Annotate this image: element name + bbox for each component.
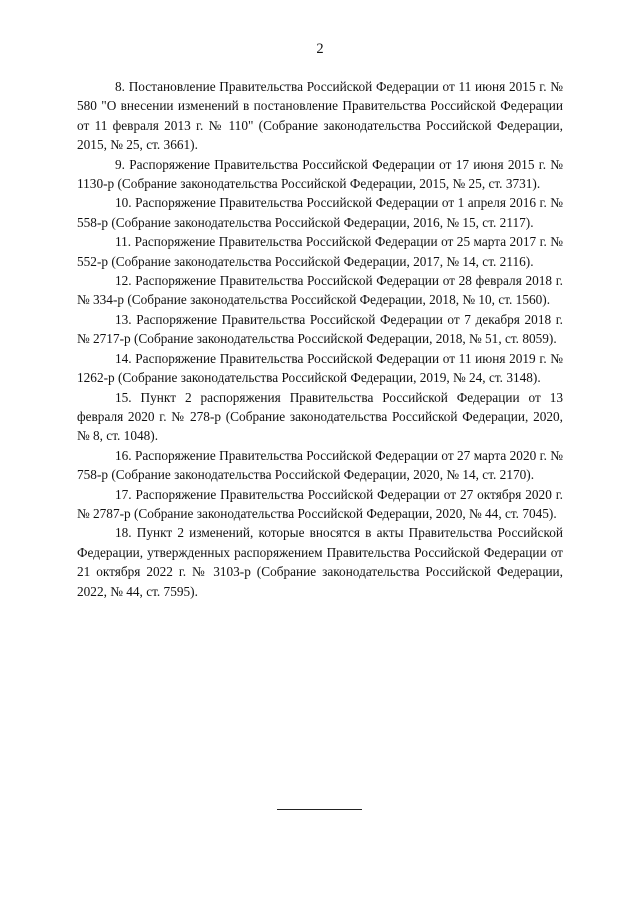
- document-body: [77, 77, 563, 601]
- page-number: 2: [316, 41, 324, 57]
- list-item: 13. Распоряжение Правительства Российской Федерации от 7 декабря 2018 г. № 2717-р (Собрание законодательства Российской Федерации, 2018, № 51, ст. 8059).: [77, 311, 563, 347]
- list-item: 16. Распоряжение Правительства Российской Федерации от 27 марта 2020 г. № 758-р (Собрание законодательства Российской Федерации, 2020, № 14, ст. 2170).: [77, 447, 563, 483]
- end-divider: [277, 809, 362, 810]
- list-item: 12. Распоряжение Правительства Российской Федерации от 28 февраля 2018 г. № 334-р (Собрание законодательства Российской Федерации, 2018, № 10, ст. 1560).: [77, 273, 563, 308]
- list-item: 17. Распоряжение Правительства Российской Федерации от 27 октября 2020 г. № 2787-р (Собрание законодательства Российской Федерации, 2020, № 44, ст. 7045).: [77, 486, 563, 521]
- list-item: 10. Распоряжение Правительства Российской Федерации от 1 апреля 2016 г. № 558-р (Собрание законодательства Российской Федерации, 2016, № 15, ст. 2117).: [77, 195, 563, 230]
- list-item: 18. Пункт 2 изменений, которые вносятся в акты Правительства Российской Федерации, утвержденных распоряжением Правительства Российской Федерации от 21 октября 2022 г. № 3103-р (Собрание законодательства Российской Федерации, 2022, № 44, ст. 7595).: [77, 525, 563, 599]
- list-item: 9. Распоряжение Правительства Российской Федерации от 17 июня 2015 г. № 1130-р (Собрание законодательства Российской Федерации, 2015, № 25, ст. 3731).: [77, 156, 563, 192]
- list-item: 11. Распоряжение Правительства Российской Федерации от 25 марта 2017 г. № 552-р (Собрание законодательства Российской Федерации, 2017, № 14, ст. 2116).: [77, 234, 563, 269]
- list-item: 15. Пункт 2 распоряжения Правительства Российской Федерации от 13 февраля 2020 г. № 278-р (Собрание законодательства Российской Федерации, 2020, № 8, ст. 1048).: [77, 389, 563, 444]
- list-item: 14. Распоряжение Правительства Российской Федерации от 11 июня 2019 г. № 1262-р (Собрание законодательства Российской Федерации, 2019, № 24, ст. 3148).: [77, 350, 563, 386]
- list-item: 8. Постановление Правительства Российской Федерации от 11 июня 2015 г. № 580 "О внесении изменений в постановление Правительства Российской Федерации от 11 февраля 2013 г. № 110" (Собрание законодательства Российской Федерации, 2015, № 25, ст. 3661).: [77, 79, 563, 153]
